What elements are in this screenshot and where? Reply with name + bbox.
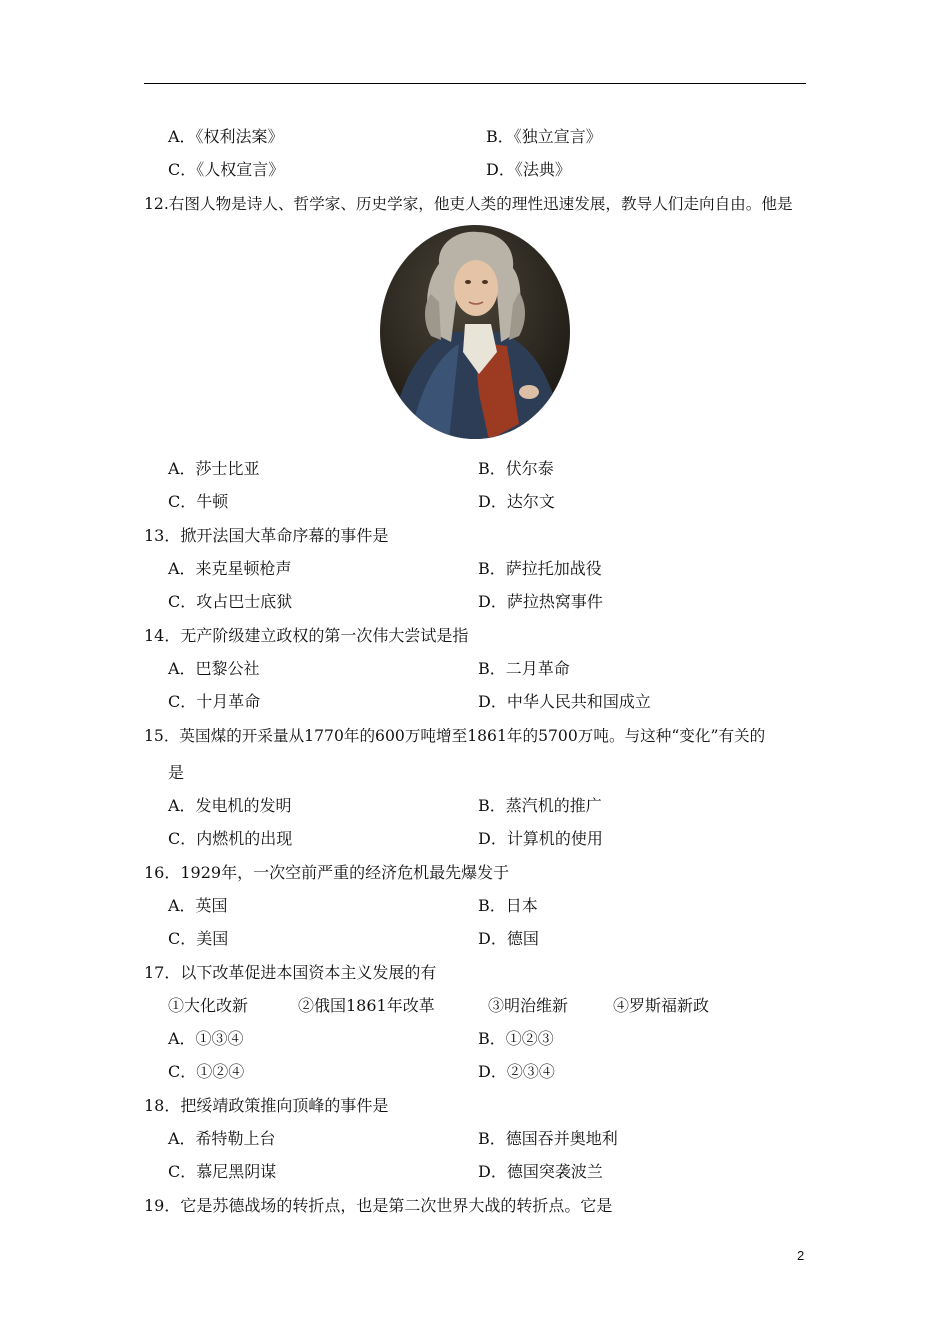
q13-option-b: B．萨拉托加战役 [478, 559, 602, 578]
q16-option-a: A．英国 [168, 896, 228, 915]
q12-option-a: A．莎士比亚 [168, 459, 260, 478]
q14-option-b: B．二月革命 [478, 659, 570, 678]
q18-stem: 18．把绥靖政策推向顶峰的事件是 [144, 1096, 389, 1115]
q19-stem: 19．它是苏德战场的转折点，也是第二次世界大战的转折点。它是 [144, 1196, 613, 1215]
q16-option-c: C．美国 [168, 929, 229, 948]
q17-stem: 17．以下改革促进本国资本主义发展的有 [144, 963, 437, 982]
q15-option-d: D．计算机的使用 [478, 829, 603, 848]
q15-option-a: A．发电机的发明 [168, 796, 292, 815]
q18-option-b: B．德国吞并奥地利 [478, 1129, 618, 1148]
page-number: 2 [797, 1248, 805, 1263]
q14-stem: 14．无产阶级建立政权的第一次伟大尝试是指 [144, 626, 469, 645]
q17-option-b: B．①②③ [478, 1029, 554, 1048]
q16-stem: 16．1929年，一次空前严重的经济危机最先爆发于 [144, 863, 510, 882]
q15-option-b: B．蒸汽机的推广 [478, 796, 602, 815]
q15-stem-line1: 15．英国煤的开采量从1770年的600万吨增至1861年的5700万吨。与这种“变化”有关的 [144, 727, 766, 745]
q12-option-b: B．伏尔泰 [478, 459, 554, 478]
q16-option-d: D．德国 [478, 929, 539, 948]
q18-option-d: D．德国突袭波兰 [478, 1162, 603, 1181]
q13-option-a: A．来克星顿枪声 [168, 559, 292, 578]
q14-option-d: D．中华人民共和国成立 [478, 692, 651, 711]
voltaire-portrait-image [379, 224, 571, 440]
q11-option-b: B．《独立宣言》 [486, 127, 602, 146]
q15-stem-line2: 是 [168, 763, 185, 782]
q16-option-b: B．日本 [478, 896, 538, 915]
q14-option-a: A．巴黎公社 [168, 659, 260, 678]
q13-stem: 13．掀开法国大革命序幕的事件是 [144, 526, 389, 545]
q17-option-a: A．①③④ [168, 1029, 244, 1048]
header-rule [144, 83, 806, 84]
q13-option-d: D．萨拉热窝事件 [478, 592, 603, 611]
q17-item-4: ④罗斯福新政 [613, 996, 710, 1015]
q14-option-c: C．十月革命 [168, 692, 261, 711]
q13-option-c: C．攻占巴士底狱 [168, 592, 293, 611]
q17-option-c: C．①②④ [168, 1062, 245, 1081]
q15-option-c: C．内燃机的出现 [168, 829, 293, 848]
q17-option-d: D．②③④ [478, 1062, 555, 1081]
q12-stem: 12.右图人物是诗人、哲学家、历史学家，他吏人类的理性迅速发展，教导人们走向自由。他是 [144, 195, 793, 213]
q17-item-3: ③明治维新 [488, 996, 569, 1015]
q18-option-a: A．希特勒上台 [168, 1129, 276, 1148]
q11-option-d: D．《法典》 [486, 160, 571, 179]
q18-option-c: C．慕尼黑阴谋 [168, 1162, 277, 1181]
q17-item-2: ②俄国1861年改革 [298, 996, 435, 1015]
q11-option-a: A．《权利法案》 [168, 127, 284, 146]
q11-option-c: C．《人权宣言》 [168, 160, 285, 179]
q17-item-1: ①大化改新 [168, 996, 249, 1015]
q12-option-c: C．牛顿 [168, 492, 229, 511]
q12-option-d: D．达尔文 [478, 492, 555, 511]
